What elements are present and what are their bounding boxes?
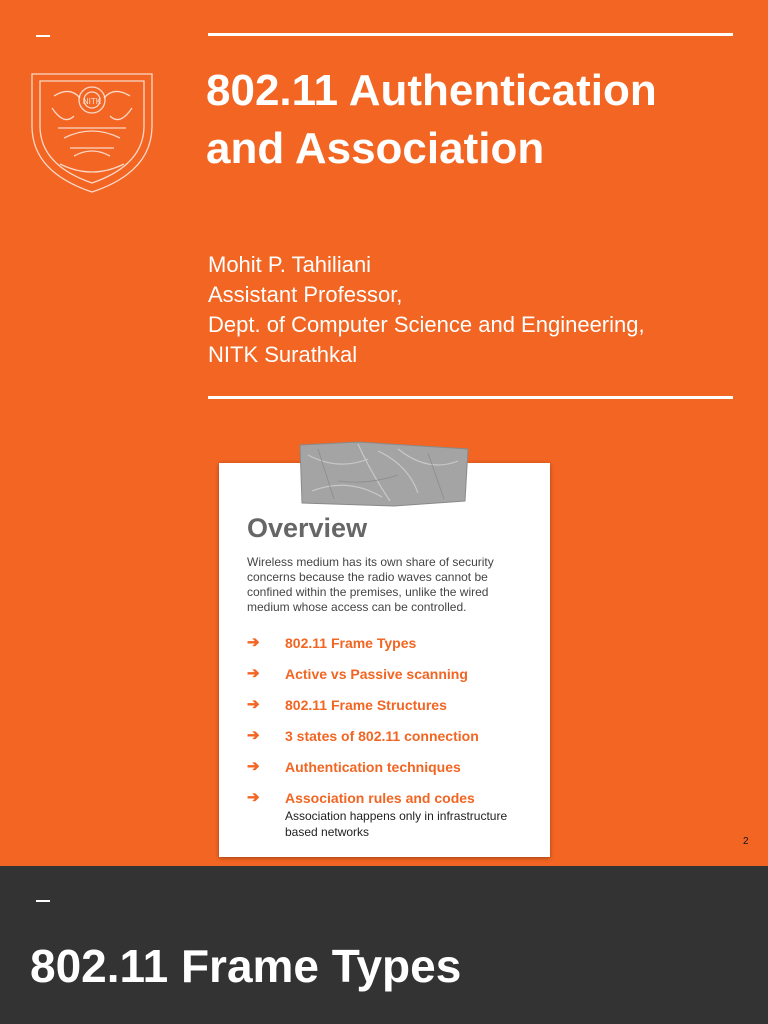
- arrow-icon: ➔: [247, 789, 260, 806]
- dash-marker: [36, 35, 50, 37]
- list-item: [247, 664, 537, 695]
- slide-title-heading: [206, 62, 746, 178]
- topic-label: 802.11 Frame Types: [285, 635, 417, 651]
- overview-card: [219, 463, 550, 857]
- nitk-emblem-icon: [24, 68, 160, 196]
- page-number: 2: [743, 836, 749, 847]
- topic-sublabel: Association happens only in infrastructure based networks: [285, 809, 508, 839]
- list-item: [247, 695, 537, 726]
- dash-marker: [36, 900, 50, 902]
- arrow-icon: ➔: [247, 665, 260, 682]
- author-name: Mohit P. Tahiliani: [208, 252, 372, 277]
- title-line-1: 802.11 Authentication: [206, 66, 657, 115]
- topic-list: [247, 633, 537, 839]
- tape-decoration-icon: [298, 441, 470, 507]
- topic-label: Authentication techniques: [285, 759, 461, 775]
- author-department: Dept. of Computer Science and Engineering,: [208, 312, 645, 337]
- top-rule: [208, 33, 733, 36]
- slide2-title: 802.11 Frame Types: [30, 940, 462, 992]
- list-item: [247, 633, 537, 664]
- topic-label: Association rules and codes: [285, 790, 475, 806]
- list-item: [247, 757, 537, 788]
- arrow-icon: ➔: [247, 634, 260, 651]
- author-position: Assistant Professor,: [208, 282, 403, 307]
- topic-label: 3 states of 802.11 connection: [285, 728, 479, 744]
- overview-text: Wireless medium has its own share of security concerns because the radio waves cannot be confined within the premises, unlike the wired medium whose access can be controlled.: [247, 555, 494, 614]
- list-item: [247, 788, 537, 839]
- overview-heading: Overview: [247, 513, 368, 543]
- arrow-icon: ➔: [247, 727, 260, 744]
- title-line-2: and Association: [206, 124, 545, 173]
- author-block: [208, 250, 645, 370]
- list-item: [247, 726, 537, 757]
- topic-label: 802.11 Frame Structures: [285, 697, 447, 713]
- arrow-icon: ➔: [247, 696, 260, 713]
- arrow-icon: ➔: [247, 758, 260, 775]
- bottom-rule: [208, 396, 733, 399]
- svg-text:NITK: NITK: [82, 97, 102, 106]
- topic-label: Active vs Passive scanning: [285, 666, 468, 682]
- author-institution: NITK Surathkal: [208, 342, 358, 367]
